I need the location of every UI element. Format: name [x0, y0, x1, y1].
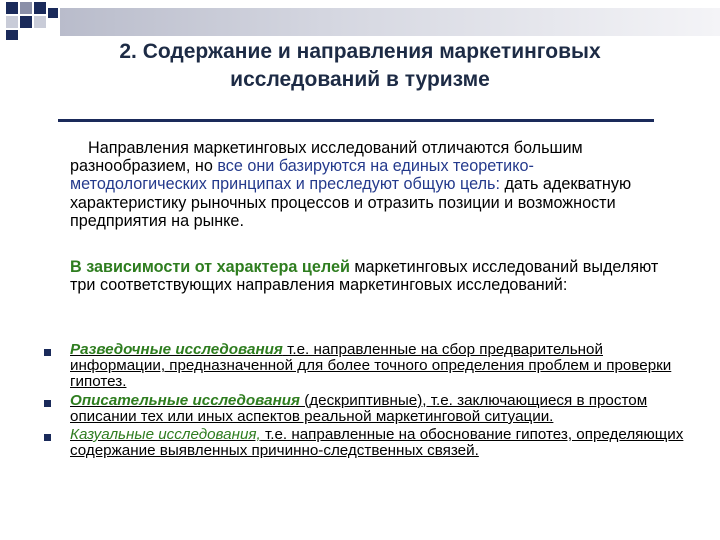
classification-paragraph [70, 258, 670, 294]
square-bullet-icon [44, 349, 51, 356]
square-bullet-icon [44, 434, 51, 441]
classification-text: маркетинговых исследований выделяют три соответствующих направления маркетинговых исследований: [70, 258, 659, 295]
intro-highlight: все они базируются на единых теоретико-методологических принципах и преследуют общую цель: [70, 157, 534, 194]
intro-text: Направления маркетинговых исследований отличаются большим разнообразием, но [70, 139, 583, 176]
research-type-term: Разведочные исследования [70, 341, 283, 358]
title-underline-rule [58, 119, 654, 122]
research-types-list [44, 342, 684, 459]
list-item [44, 393, 684, 425]
list-item [44, 427, 684, 459]
slide-title [60, 38, 660, 94]
deco-square [6, 16, 18, 28]
deco-square [48, 8, 58, 18]
deco-square [34, 2, 46, 14]
classification-highlight: В зависимости от характера целей [70, 258, 350, 276]
research-type-term: Описательные исследования [70, 391, 300, 409]
research-type-description: т.е. направленные на сбор предварительной информации, предназначенной для более точного определения проблем и проверки гипотез. [70, 341, 672, 391]
slide-title-line2: исследований в туризме [230, 68, 490, 91]
header-decoration [0, 0, 720, 42]
intro-text-end: дать адекватную характеристику рыночных процессов и отразить позиции и возможности предприятия на рынке. [70, 175, 632, 230]
deco-square [6, 30, 18, 40]
research-type-term: Казуальные исследования, [70, 426, 261, 444]
header-gradient-bar [60, 8, 720, 36]
research-type-description: (дескриптивные), т.е. заключающиеся в простом описании тех или иных аспектов реальной маркетинговой ситуации. [70, 391, 648, 425]
deco-square [6, 2, 18, 14]
square-bullet-icon [44, 400, 51, 407]
deco-square [20, 2, 32, 14]
intro-paragraph [70, 139, 670, 230]
deco-square [34, 16, 46, 28]
slide-title-line1: 2. Содержание и направления маркетинговых [119, 40, 601, 63]
research-type-description: т.е. направленные на обоснование гипотез, определяющих содержание выявленных причинно-следственных связей. [70, 426, 684, 460]
list-item [44, 342, 684, 391]
deco-square [20, 16, 32, 28]
